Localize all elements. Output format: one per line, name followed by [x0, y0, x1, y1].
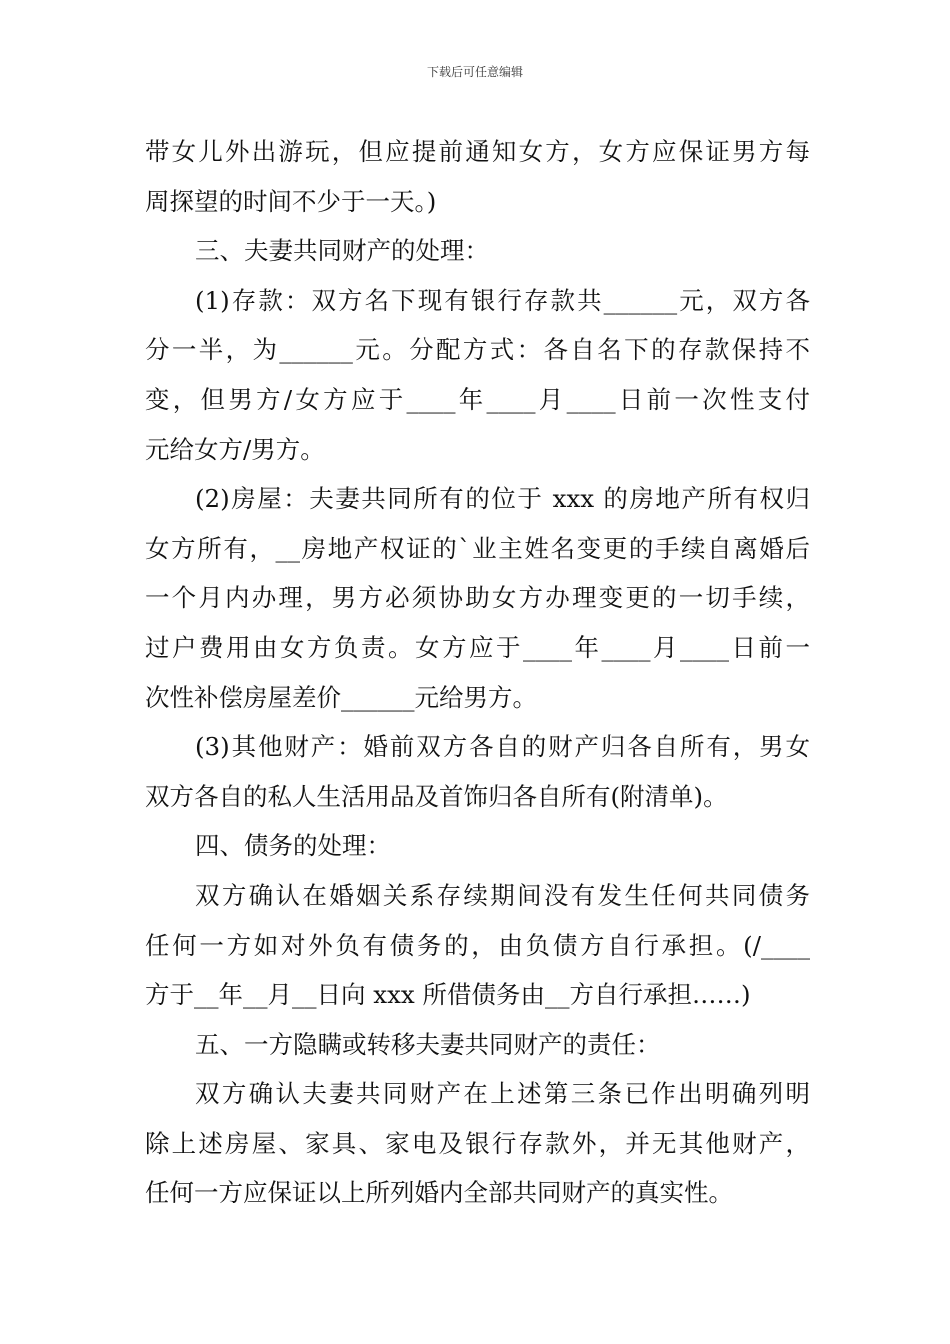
body-line: 双方各自的私人生活用品及首饰归各自所有(附清单)。 [145, 781, 728, 811]
body-line: 过户费用由女方负责。女方应于____年____月____日前一 [145, 632, 810, 662]
body-line: (1)存款：双方名下现有银行存款共______元，双方各 [195, 285, 810, 315]
body-line: 任何一方应保证以上所列婚内全部共同财产的真实性。 [145, 1178, 733, 1208]
body-line: 方于__年__月__日向 xxx 所借债务由__方自行承担……) [145, 980, 751, 1010]
body-line: 带女儿外出游玩，但应提前通知女方，女方应保证男方每 [145, 137, 810, 166]
body-line: (3)其他财产：婚前双方各自的财产归各自所有，男女 [195, 732, 810, 762]
section-heading: 五、一方隐瞒或转移夫妻共同财产的责任： [195, 1029, 661, 1059]
body-line: (2)房屋：夫妻共同所有的位于 xxx 的房地产所有权归 [195, 484, 810, 514]
page-header: 下载后可任意编辑 [426, 65, 523, 79]
body-line: 双方确认夫妻共同财产在上述第三条已作出明确列明 [195, 1079, 810, 1109]
section-heading: 四、债务的处理： [195, 831, 391, 861]
body-line: 一个月内办理，男方必须协助女方办理变更的一切手续， [145, 583, 810, 613]
body-line: 周探望的时间不少于一天。) [145, 186, 437, 216]
document-body [145, 127, 810, 1218]
body-line: 任何一方如对外负有债务的，由负债方自行承担。(/____ [145, 930, 810, 960]
body-line: 双方确认在婚姻关系存续期间没有发生任何共同债务 [195, 880, 810, 910]
body-line: 元给女方/男方。 [145, 434, 325, 464]
body-line: 变，但男方/女方应于____年____月____日前一次性支付 [145, 384, 810, 414]
body-line: 除上述房屋、家具、家电及银行存款外，并无其他财产， [145, 1128, 810, 1158]
body-line: 次性补偿房屋差价______元给男方。 [145, 682, 537, 712]
body-line: 分一半，为______元。分配方式：各自名下的存款保持不 [145, 335, 810, 365]
section-heading: 三、夫妻共同财产的处理： [195, 236, 489, 266]
body-line: 女方所有，__房地产权证的`业主姓名变更的手续自离婚后 [145, 533, 810, 563]
